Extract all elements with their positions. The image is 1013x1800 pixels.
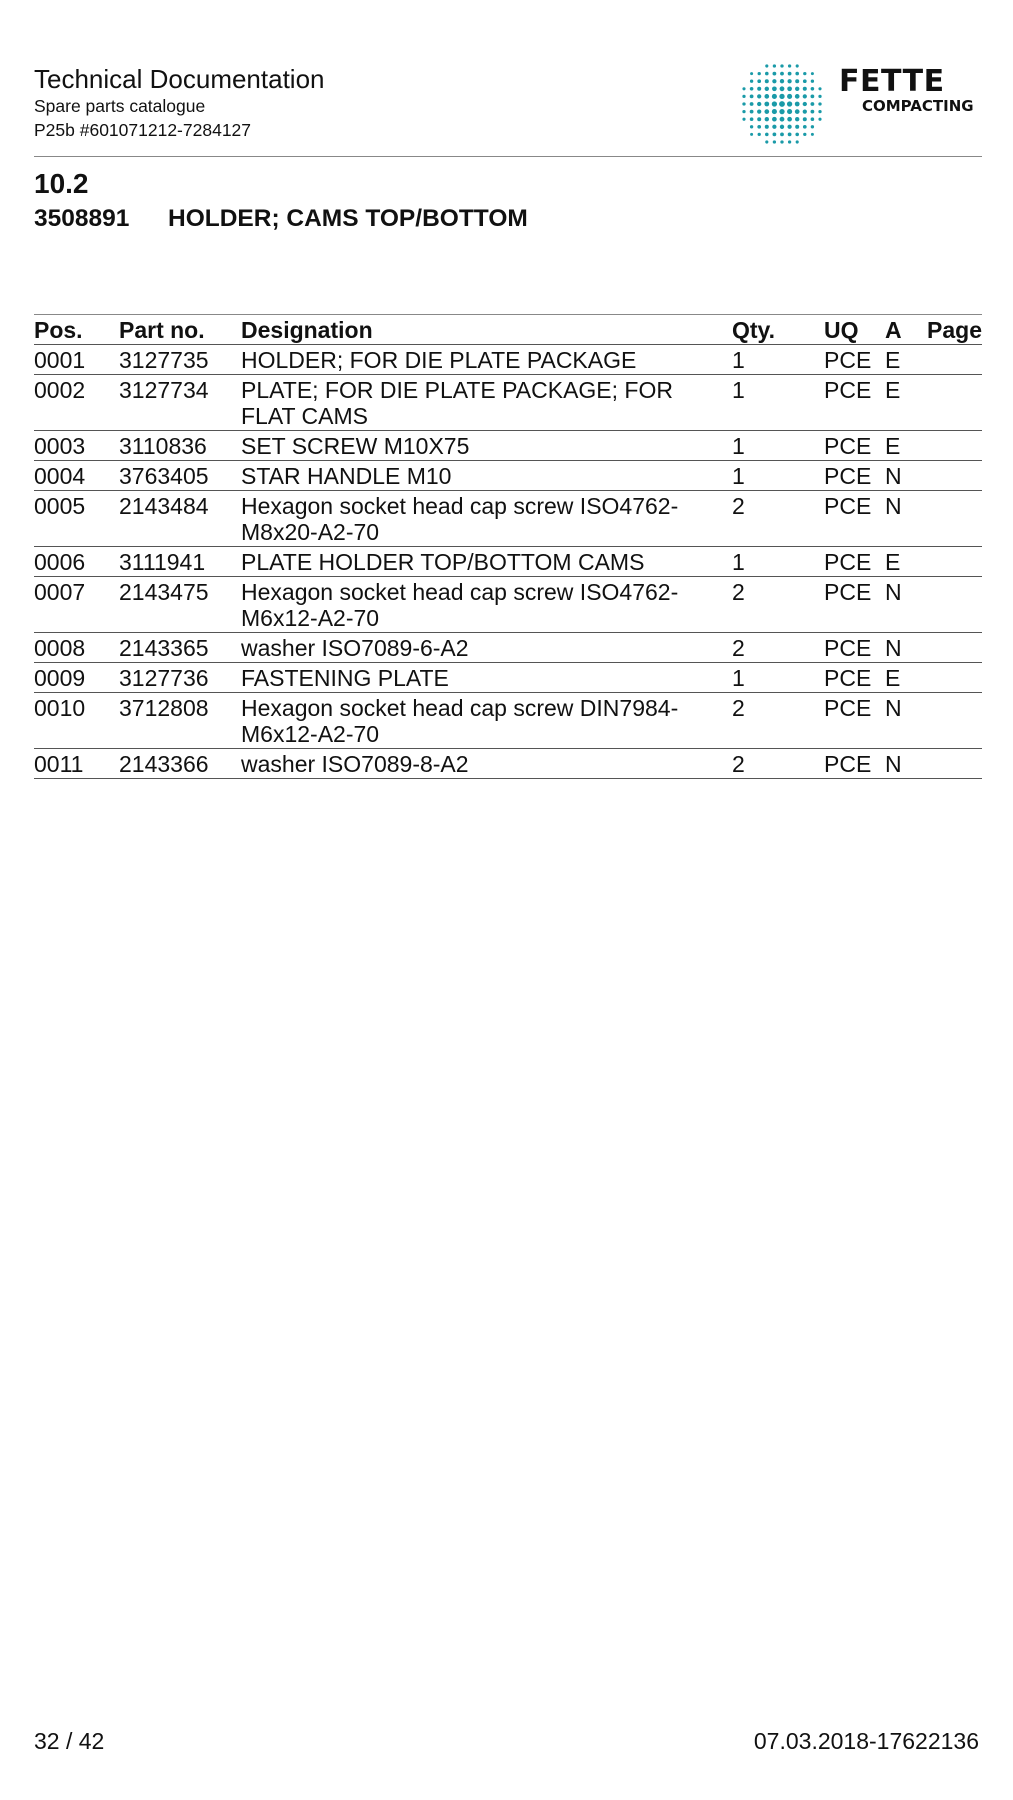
logo-dot: [787, 117, 792, 122]
document-header: [34, 64, 982, 156]
logo-dot: [787, 94, 792, 99]
logo-dot: [795, 94, 800, 99]
cell-a: E: [885, 375, 924, 431]
logo-dot: [757, 79, 761, 83]
logo-dot: [750, 72, 753, 75]
cell-qty: 1: [732, 461, 824, 491]
logo-dot: [772, 109, 777, 114]
cell-uq: PCE: [824, 375, 885, 431]
logo-dot: [787, 101, 792, 106]
document-title: Technical Documentation: [34, 64, 325, 94]
cell-uq: PCE: [824, 491, 885, 547]
table-row: [34, 491, 982, 547]
table-row: [34, 431, 982, 461]
cell-designation: washer ISO7089-6-A2: [241, 633, 732, 663]
logo-dot: [764, 109, 769, 114]
cell-uq: PCE: [824, 633, 885, 663]
logo-dot: [818, 95, 821, 98]
cell-pos: 0008: [34, 633, 119, 663]
logo-dot: [773, 64, 776, 67]
logo-dot: [779, 101, 785, 107]
logo-dot: [788, 140, 791, 143]
logo-dot: [811, 117, 815, 121]
cell-a: N: [885, 749, 924, 779]
cell-page: [924, 547, 982, 577]
cell-pos: 0005: [34, 491, 119, 547]
logo-dot: [780, 140, 783, 143]
logo-dot: [803, 109, 807, 113]
logo-wordmark: FETTE: [839, 64, 945, 99]
table-row: [34, 345, 982, 375]
table-row: [34, 577, 982, 633]
logo-dot: [750, 110, 754, 114]
logo-dot: [742, 118, 745, 121]
cell-part-no: 2143366: [119, 749, 241, 779]
logo-dot: [765, 117, 769, 121]
table-row: [34, 375, 982, 431]
logo-dot: [757, 109, 761, 113]
logo-dot: [772, 101, 777, 106]
logo-dot: [780, 117, 785, 122]
logo-dot: [803, 94, 807, 98]
logo-dot: [764, 102, 769, 107]
cell-designation: FASTENING PLATE: [241, 663, 732, 693]
logo-dot: [772, 79, 776, 83]
logo-dot: [765, 64, 768, 67]
cell-pos: 0003: [34, 431, 119, 461]
logo-subtitle: COMPACTING: [862, 97, 974, 115]
cell-page: [924, 431, 982, 461]
cell-part-no: 3127734: [119, 375, 241, 431]
logo-dot: [787, 86, 792, 91]
logo-dot: [757, 87, 761, 91]
logo-dot: [757, 102, 761, 106]
logo-dot: [818, 102, 821, 105]
logo-dot: [795, 133, 799, 137]
logo-dot: [750, 133, 753, 136]
logo-dot: [779, 94, 784, 99]
cell-designation: Hexagon socket head cap screw ISO4762-M8x20-A2-70: [241, 491, 732, 547]
logo-dot: [796, 140, 799, 143]
table-body: [34, 345, 982, 779]
cell-a: N: [885, 491, 924, 547]
cell-uq: PCE: [824, 749, 885, 779]
logo-dot: [811, 125, 814, 128]
section-part-number: 3508891: [34, 205, 130, 232]
logo-dot: [772, 94, 777, 99]
cell-page: [924, 461, 982, 491]
logo-dot: [780, 79, 784, 83]
logo-dot: [765, 140, 768, 143]
cell-qty: 2: [732, 749, 824, 779]
cell-page: [924, 693, 982, 749]
cell-qty: 1: [732, 375, 824, 431]
logo-dot: [803, 133, 806, 136]
date-code: 07.03.2018-17622136: [753, 1728, 979, 1754]
logo-dot: [780, 72, 784, 76]
cell-qty: 2: [732, 491, 824, 547]
page-indicator: 32 / 42: [34, 1728, 105, 1754]
cell-page: [924, 491, 982, 547]
cell-pos: 0002: [34, 375, 119, 431]
logo-dot: [750, 102, 754, 106]
logo-dot: [788, 72, 792, 76]
cell-designation: SET SCREW M10X75: [241, 431, 732, 461]
table-row: [34, 693, 982, 749]
header-pos: Pos.: [34, 315, 119, 345]
logo-dot: [803, 125, 807, 129]
logo-dot: [757, 117, 761, 121]
logo-dot: [750, 80, 753, 83]
company-logo: [734, 56, 982, 152]
logo-dot: [773, 72, 777, 76]
document-id: P25b #601071212-7284127: [34, 120, 252, 140]
logo-dot: [803, 79, 807, 83]
cell-pos: 0009: [34, 663, 119, 693]
logo-dot: [779, 109, 784, 114]
cell-uq: PCE: [824, 345, 885, 375]
logo-dot: [795, 117, 799, 121]
cell-a: E: [885, 345, 924, 375]
header-uq: UQ: [824, 315, 885, 345]
cell-pos: 0006: [34, 547, 119, 577]
cell-a: E: [885, 547, 924, 577]
logo-dot: [788, 133, 792, 137]
logo-dot: [773, 140, 776, 143]
cell-designation: HOLDER; FOR DIE PLATE PACKAGE: [241, 345, 732, 375]
logo-dot: [795, 72, 799, 76]
logo-dot: [764, 94, 769, 99]
logo-dot: [803, 87, 807, 91]
cell-a: N: [885, 693, 924, 749]
cell-qty: 2: [732, 693, 824, 749]
logo-dot: [780, 64, 783, 67]
cell-uq: PCE: [824, 663, 885, 693]
logo-dot: [757, 94, 761, 98]
logo-dot: [742, 95, 745, 98]
logo-dot: [758, 133, 761, 136]
logo-dot-globe-icon: [734, 56, 830, 152]
cell-uq: PCE: [824, 461, 885, 491]
logo-dot: [787, 125, 791, 129]
cell-qty: 1: [732, 431, 824, 461]
logo-dot: [772, 125, 776, 129]
cell-page: [924, 345, 982, 375]
cell-page: [924, 749, 982, 779]
cell-uq: PCE: [824, 431, 885, 461]
logo-dot: [765, 79, 769, 83]
cell-part-no: 2143484: [119, 491, 241, 547]
table-row: [34, 633, 982, 663]
logo-dot: [788, 64, 791, 67]
section-title: [34, 204, 528, 234]
logo-dot: [795, 102, 800, 107]
logo-dot: [811, 95, 815, 99]
logo-dot: [742, 110, 745, 113]
logo-dot: [795, 79, 799, 83]
cell-a: E: [885, 663, 924, 693]
cell-part-no: 3111941: [119, 547, 241, 577]
logo-dot: [780, 125, 784, 129]
logo-dot: [780, 86, 785, 91]
logo-dot: [818, 110, 821, 113]
cell-qty: 2: [732, 577, 824, 633]
cell-qty: 1: [732, 547, 824, 577]
logo-dot: [750, 87, 754, 91]
cell-designation: STAR HANDLE M10: [241, 461, 732, 491]
logo-dot: [811, 110, 815, 114]
cell-pos: 0011: [34, 749, 119, 779]
logo-dot: [811, 87, 815, 91]
logo-dot: [773, 133, 777, 137]
cell-a: N: [885, 461, 924, 491]
logo-dot: [772, 117, 777, 122]
cell-a: E: [885, 431, 924, 461]
section-designation: HOLDER; CAMS TOP/BOTTOM: [168, 205, 528, 232]
table-row: [34, 547, 982, 577]
cell-page: [924, 375, 982, 431]
logo-dot: [811, 133, 814, 136]
logo-dot: [765, 72, 769, 76]
cell-part-no: 2143365: [119, 633, 241, 663]
logo-dot: [758, 72, 761, 75]
cell-page: [924, 663, 982, 693]
logo-dot: [787, 109, 792, 114]
cell-pos: 0010: [34, 693, 119, 749]
cell-page: [924, 633, 982, 663]
logo-dot: [780, 132, 784, 136]
logo-dot: [810, 102, 814, 106]
logo-dot: [795, 109, 800, 114]
logo-dot: [803, 102, 807, 106]
header-part-no: Part no.: [119, 315, 241, 345]
cell-part-no: 3127735: [119, 345, 241, 375]
header-divider: [34, 156, 982, 157]
logo-dot: [818, 87, 821, 90]
cell-qty: 2: [732, 633, 824, 663]
cell-designation: PLATE; FOR DIE PLATE PACKAGE; FOR FLAT CAMS: [241, 375, 732, 431]
cell-qty: 1: [732, 663, 824, 693]
logo-dot: [803, 117, 807, 121]
logo-dot: [803, 72, 806, 75]
header-a: A: [885, 315, 924, 345]
logo-dot: [795, 125, 799, 129]
cell-designation: Hexagon socket head cap screw ISO4762-M6x12-A2-70: [241, 577, 732, 633]
logo-dot: [787, 79, 791, 83]
logo-dot: [796, 64, 799, 67]
cell-pos: 0004: [34, 461, 119, 491]
cell-part-no: 3763405: [119, 461, 241, 491]
cell-part-no: 3127736: [119, 663, 241, 693]
cell-uq: PCE: [824, 693, 885, 749]
header-qty: Qty.: [732, 315, 824, 345]
logo-dot: [818, 118, 821, 121]
table-row: [34, 461, 982, 491]
cell-a: N: [885, 577, 924, 633]
cell-part-no: 3110836: [119, 431, 241, 461]
table-row: [34, 749, 982, 779]
logo-dot: [750, 125, 753, 128]
cell-part-no: 3712808: [119, 693, 241, 749]
logo-dot: [765, 87, 769, 91]
header-designation: Designation: [241, 315, 732, 345]
cell-uq: PCE: [824, 547, 885, 577]
cell-designation: PLATE HOLDER TOP/BOTTOM CAMS: [241, 547, 732, 577]
logo-dot: [742, 87, 745, 90]
table-header-row: [34, 315, 982, 345]
logo-dot: [811, 72, 814, 75]
cell-pos: 0007: [34, 577, 119, 633]
cell-qty: 1: [732, 345, 824, 375]
cell-uq: PCE: [824, 577, 885, 633]
parts-table: [34, 314, 982, 779]
logo-dot: [750, 117, 754, 121]
cell-part-no: 2143475: [119, 577, 241, 633]
cell-page: [924, 577, 982, 633]
logo-dot: [765, 133, 769, 137]
table-row: [34, 663, 982, 693]
logo-dot: [772, 86, 777, 91]
cell-pos: 0001: [34, 345, 119, 375]
logo-dot: [742, 102, 745, 105]
cell-designation: washer ISO7089-8-A2: [241, 749, 732, 779]
logo-dot: [757, 125, 761, 129]
header-page: Page: [924, 315, 982, 345]
logo-dot: [750, 95, 754, 99]
cell-a: N: [885, 633, 924, 663]
logo-dot: [795, 87, 799, 91]
cell-designation: Hexagon socket head cap screw DIN7984-M6x12-A2-70: [241, 693, 732, 749]
logo-dot: [811, 80, 814, 83]
document-subtitle: Spare parts catalogue: [34, 96, 206, 116]
logo-dot: [765, 125, 769, 129]
section-number: 10.2: [34, 168, 89, 199]
